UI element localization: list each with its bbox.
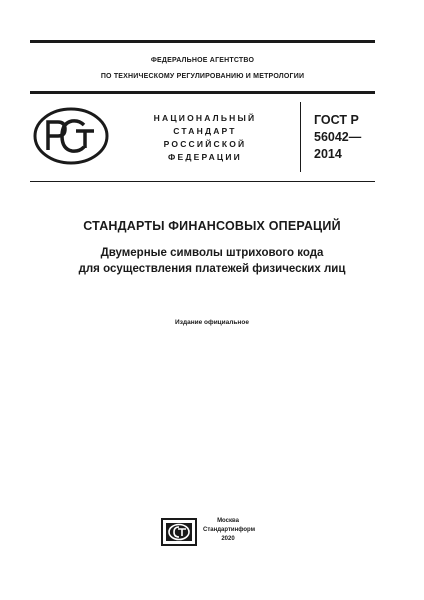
header-rule	[30, 91, 375, 94]
designation-line-2: 56042—	[314, 130, 362, 144]
publisher-name: Стандартинформ	[203, 527, 256, 533]
standard-type-line-1: НАЦИОНАЛЬНЫЙ	[153, 113, 257, 123]
document-title: СТАНДАРТЫ ФИНАНСОВЫХ ОПЕРАЦИЙ	[83, 219, 341, 233]
agency-line-1: ФЕДЕРАЛЬНОЕ АГЕНТСТВО	[150, 57, 255, 64]
designation-divider	[300, 102, 301, 172]
publisher-city: Москва	[217, 518, 239, 524]
publisher-imprint	[203, 517, 256, 544]
designation-line-3: 2014	[314, 147, 342, 161]
standartinform-logo-icon	[161, 518, 197, 546]
publisher-year: 2020	[221, 536, 235, 542]
standard-type-line-2: СТАНДАРТ	[173, 126, 237, 136]
standard-type-line-3: РОССИЙСКОЙ	[163, 139, 247, 149]
subtitle-line-2: для осуществления платежей физических лиц	[78, 263, 346, 275]
document-subtitle	[20, 245, 404, 277]
gost-r-emblem-icon	[32, 106, 110, 166]
standard-type-line-4: ФЕДЕРАЦИИ	[168, 152, 242, 162]
gost-designation	[314, 112, 374, 163]
top-rule	[30, 40, 375, 43]
agency-line-2: ПО ТЕХНИЧЕСКОМУ РЕГУЛИРОВАНИЮ И МЕТРОЛОГИИ	[100, 73, 305, 80]
edition-note: Издание официальное	[175, 319, 249, 326]
subtitle-line-1: Двумерные символы штрихового кода	[100, 247, 324, 259]
standard-type	[145, 112, 265, 164]
designation-line-1: ГОСТ Р	[314, 113, 359, 127]
designation-rule	[30, 181, 375, 182]
